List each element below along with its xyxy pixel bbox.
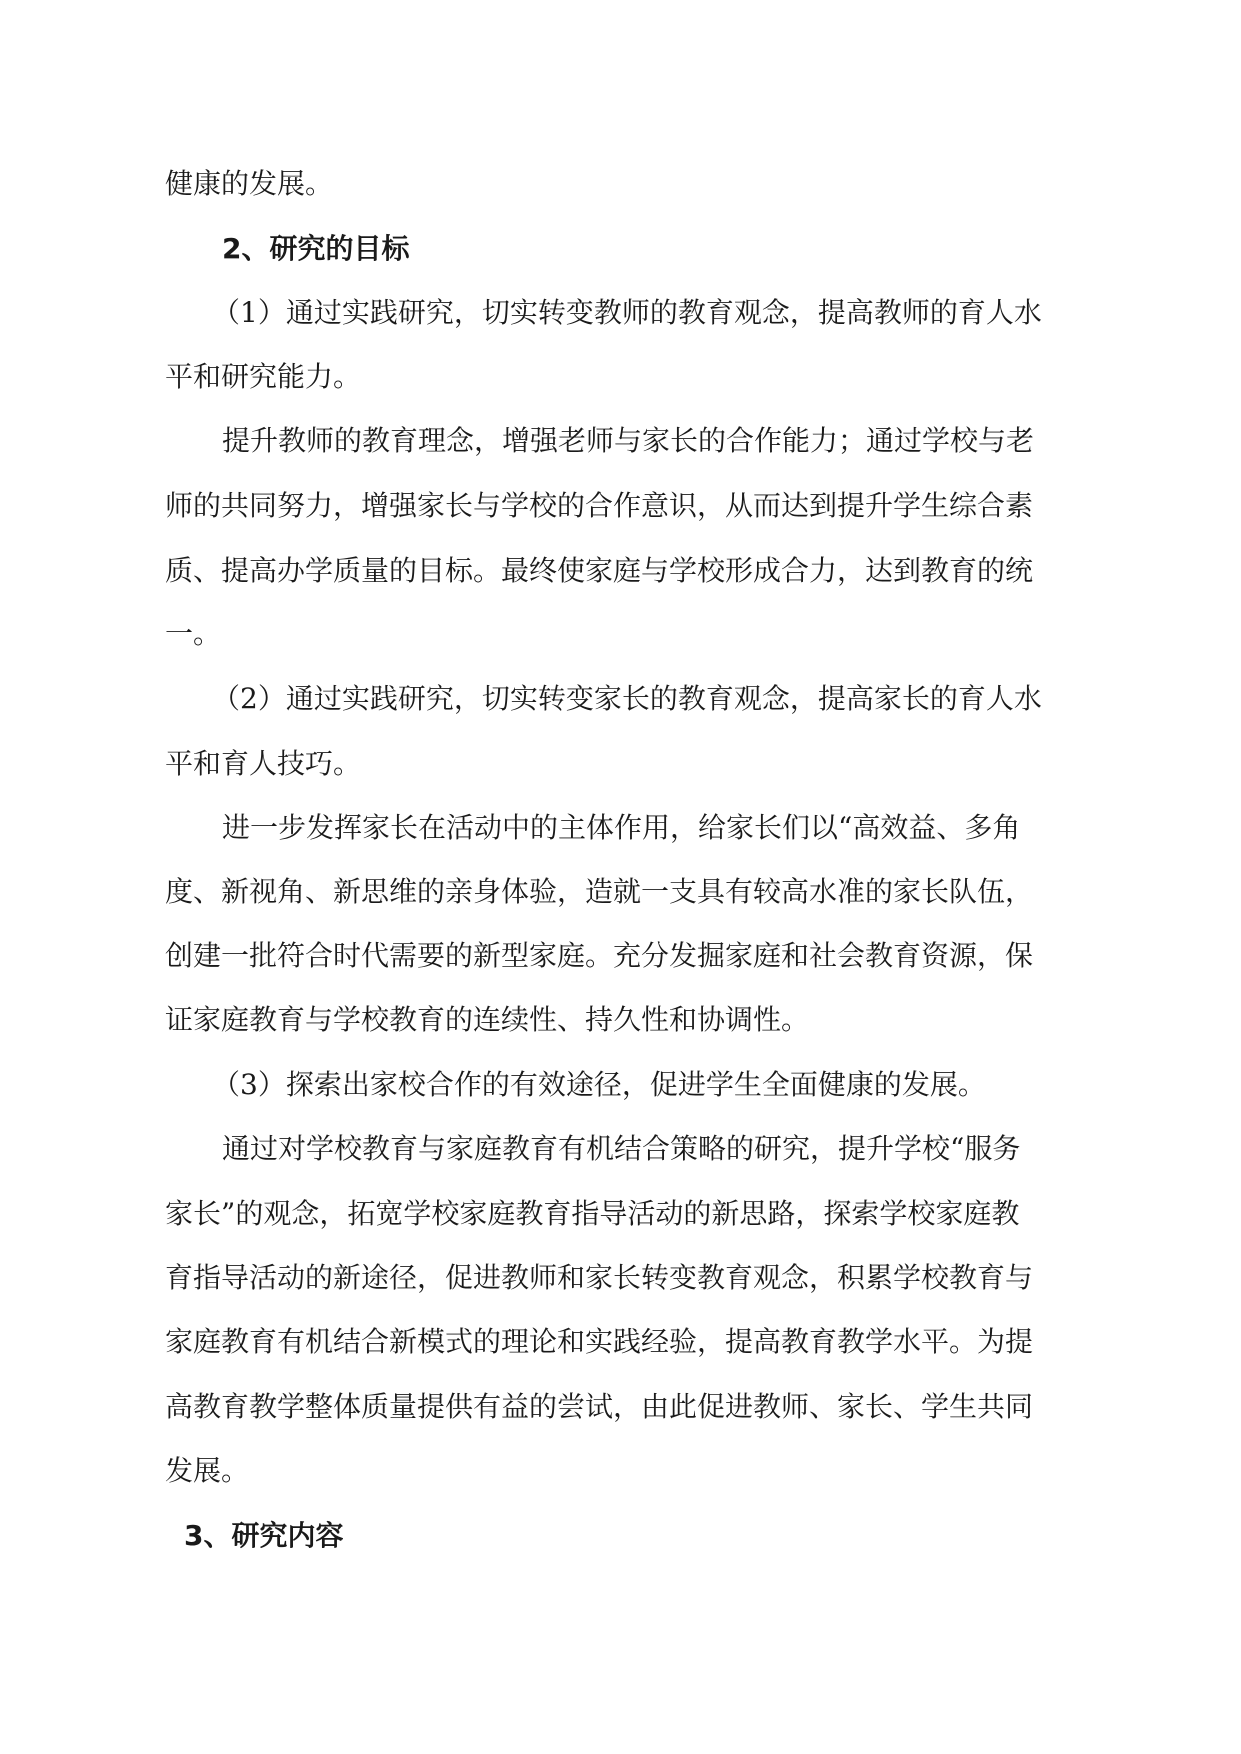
paragraph-line: （2）通过实践研究，切实转变家长的教育观念，提高家长的育人水 (212, 682, 1042, 715)
paragraph-line: 家长”的观念，拓宽学校家庭教育指导活动的新思路，探索学校家庭教 (165, 1197, 1020, 1230)
paragraph-line: 健康的发展。 (165, 167, 334, 200)
paragraph-line: 质、提高办学质量的目标。最终使家庭与学校形成合力，达到教育的统 (165, 554, 1034, 587)
paragraph-line: 发展。 (165, 1454, 250, 1487)
paragraph-line: 师的共同努力，增强家长与学校的合作意识，从而达到提升学生综合素 (165, 489, 1034, 522)
paragraph-line: 度、新视角、新思维的亲身体验，造就一支具有较高水准的家长队伍， (165, 875, 1034, 908)
paragraph-line: 提升教师的教育理念，增强老师与家长的合作能力；通过学校与老 (222, 424, 1035, 457)
paragraph-line: 平和育人技巧。 (165, 747, 362, 780)
paragraph-line: 家庭教育有机结合新模式的理论和实践经验，提高教育教学水平。为提 (165, 1325, 1034, 1358)
paragraph-line: 育指导活动的新途径，促进教师和家长转变教育观念，积累学校教育与 (165, 1261, 1034, 1294)
paragraph-line: （3）探索出家校合作的有效途径，促进学生全面健康的发展。 (212, 1068, 986, 1101)
section-heading-content: 3、研究内容 (184, 1519, 344, 1552)
paragraph-line: （1）通过实践研究，切实转变教师的教育观念，提高教师的育人水 (212, 296, 1042, 329)
paragraph-line: 进一步发挥家长在活动中的主体作用，给家长们以“高效益、多角 (222, 811, 1021, 844)
paragraph-line: 证家庭教育与学校教育的连续性、持久性和协调性。 (165, 1003, 810, 1036)
paragraph-line: 创建一批符合时代需要的新型家庭。充分发掘家庭和社会教育资源，保 (165, 939, 1034, 972)
paragraph-line: 高教育教学整体质量提供有益的尝试，由此促进教师、家长、学生共同 (165, 1390, 1034, 1423)
paragraph-line: 通过对学校教育与家庭教育有机结合策略的研究，提升学校“服务 (222, 1132, 1021, 1165)
paragraph-line: 一。 (165, 617, 222, 650)
paragraph-line: 平和研究能力。 (165, 360, 362, 393)
section-heading-objectives: 2、研究的目标 (222, 232, 410, 265)
